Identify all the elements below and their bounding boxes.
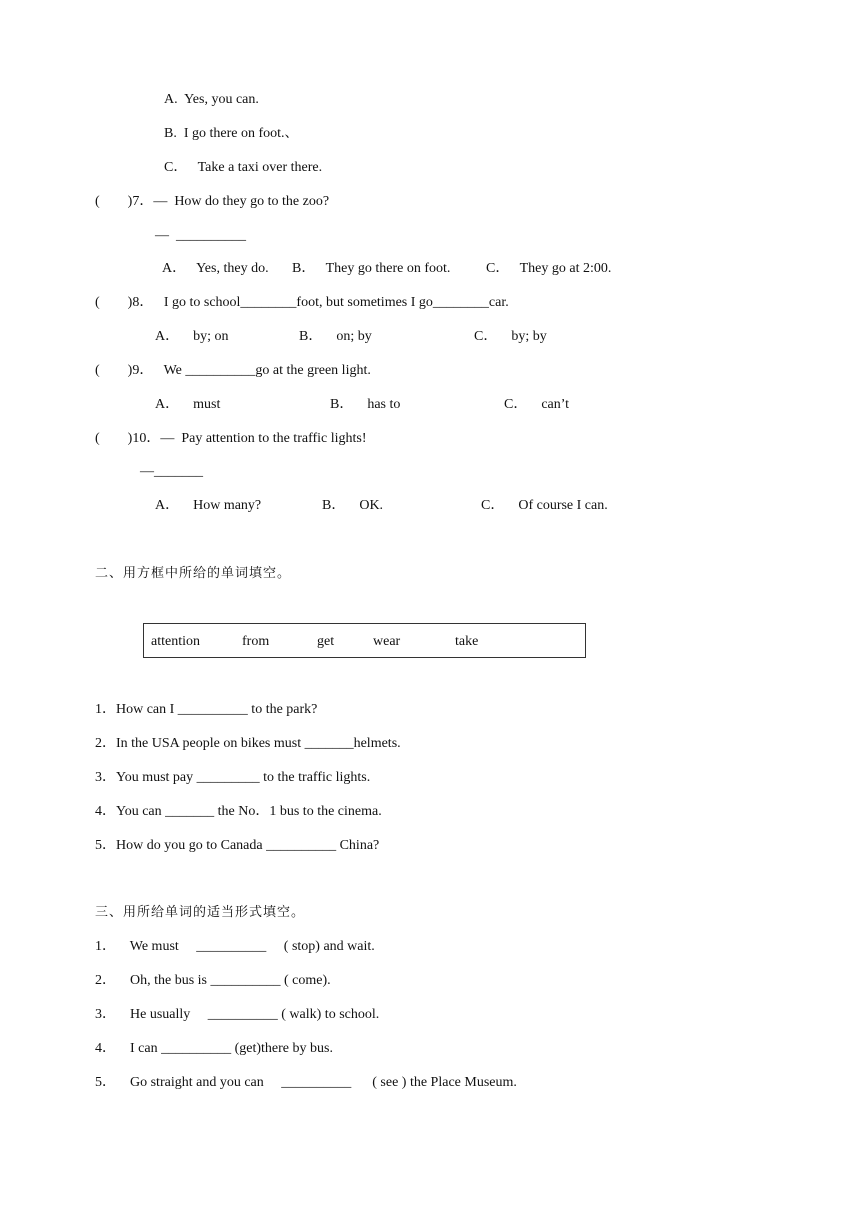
word-box-item: take [455,634,479,649]
q6-option-b: B. I go there on foot.、 [164,126,299,141]
section2-title: 二、用方框中所给的单词填空。 [95,566,292,581]
q7-option-b: B． They go there on foot. [292,261,451,276]
word-box-item: from [242,634,270,649]
section2-item: 1．How can I __________ to the park? [95,702,318,717]
section2-item: 4．You can _______ the No．1 bus to the cinema. [95,804,382,819]
section2-item: 3．You must pay _________ to the traffic lights. [95,770,371,785]
q10-option-c: C． Of course I can. [481,498,608,513]
q6-option-c: C． Take a taxi over there. [164,160,323,175]
q6-option-a: A. Yes, you can. [164,92,259,107]
section3-item: 2． Oh, the bus is __________ ( come). [95,973,331,988]
word-box-item: wear [373,634,401,649]
q9-option-a: A． must [155,397,221,412]
q7-stem: ( )7．— How do they go to the zoo? [95,194,330,209]
section3-item: 1． We must __________ ( stop) and wait. [95,939,375,954]
q8-option-b: B． on; by [299,329,372,344]
word-box-item: attention [151,634,200,649]
word-box [143,623,586,658]
section2-item: 2．In the USA people on bikes must _______helmets. [95,736,401,751]
section3-item: 4． I can __________ (get)there by bus. [95,1041,333,1056]
q9-option-b: B． has to [330,397,401,412]
section2-item: 5．How do you go to Canada __________ China? [95,838,380,853]
q8-option-a: A． by; on [155,329,229,344]
section3-item: 5． Go straight and you can __________ ( see ) the Place Museum. [95,1075,517,1090]
section3-item: 3． He usually __________ ( walk) to school. [95,1007,380,1022]
word-box-item: get [317,634,335,649]
q10-option-a: A． How many? [155,498,262,513]
q8-option-c: C． by; by [474,329,547,344]
q9-stem: ( )9． We __________go at the green light. [95,363,371,378]
section3-title: 三、用所给单词的适当形式填空。 [95,905,306,920]
q9-option-c: C． can’t [504,397,570,412]
q7-option-c: C． They go at 2:00. [486,261,612,276]
q7-answer-line: — __________ [155,228,246,243]
q10-answer-line: —_______ [140,464,203,479]
q10-option-b: B． OK. [322,498,384,513]
q8-stem: ( )8． I go to school________foot, but sometimes I go________car. [95,295,509,310]
q7-option-a: A． Yes, they do. [162,261,269,276]
q10-stem: ( )10．— Pay attention to the traffic lights! [95,431,367,446]
